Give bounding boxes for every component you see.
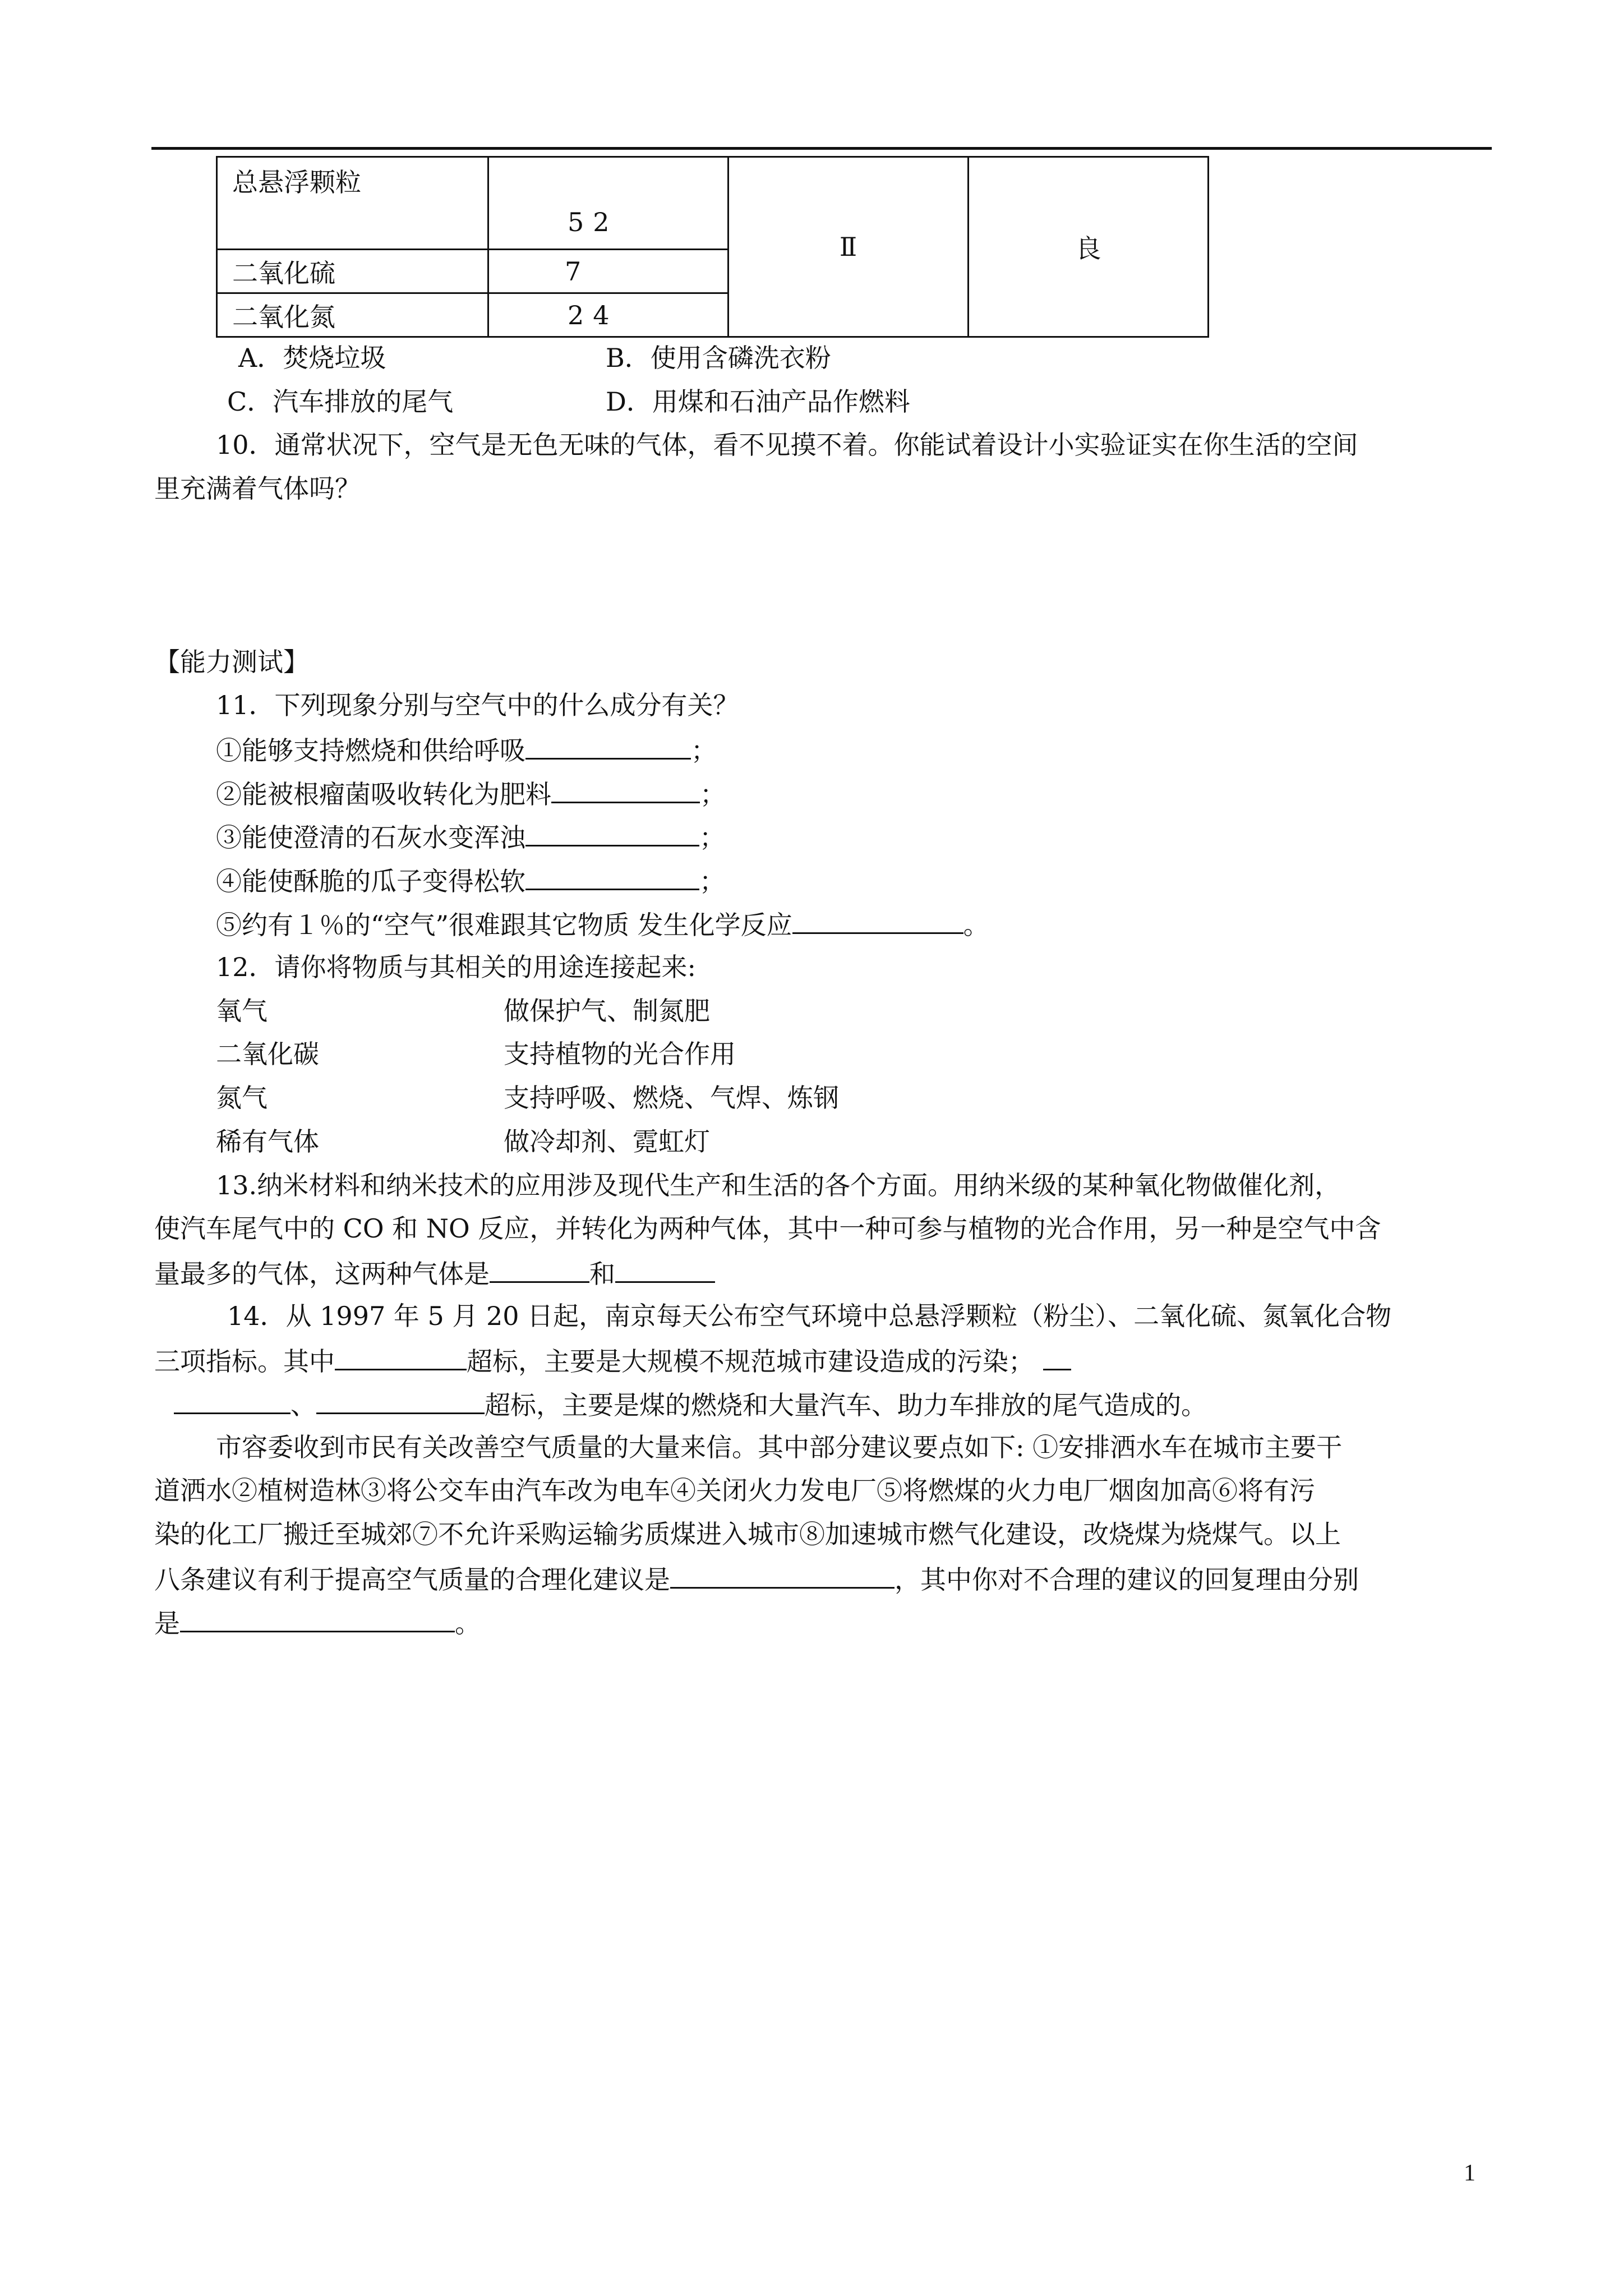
substance-label[interactable]: 稀有气体 — [216, 1126, 319, 1157]
table-cell-name: 二氧化硫 — [217, 250, 488, 293]
substance-label[interactable]: 氮气 — [216, 1083, 268, 1113]
answer-blank[interactable] — [335, 1343, 467, 1370]
answer-blank[interactable] — [525, 863, 699, 890]
table-cell-value: 52 — [488, 157, 728, 250]
question-14-line: 三项指标。其中 超标，主要是大规模不规范城市建设造成的污染； — [154, 1343, 1071, 1378]
answer-blank[interactable] — [525, 732, 691, 760]
answer-blank[interactable] — [670, 1561, 895, 1589]
option-b: B．使用含磷洗衣粉 — [606, 343, 831, 373]
table-cell-name: 二氧化氮 — [217, 293, 488, 337]
question-11-item: ⑤约有１％的“空气”很难跟其它物质 发生化学反应 。 — [216, 907, 989, 942]
question-13-line: 使汽车尾气中的 CO 和 NO 反应，并转化为两种气体，其中一种可参与植物的光合作用，另一种是空气中含 — [154, 1213, 1381, 1244]
table-cell-value: 24 — [488, 293, 728, 337]
air-quality-level: 良 — [969, 157, 1209, 337]
question-12-stem: 12．请你将物质与其相关的用途连接起来: — [216, 952, 697, 982]
suggestions-paragraph-line: 道洒水②植树造林③将公交车由汽车改为电车④关闭火力发电厂⑤将燃煤的火力电厂烟囱加高⑥将有污 — [154, 1475, 1315, 1506]
answer-blank[interactable] — [792, 907, 963, 934]
question-11-stem: 11．下列现象分别与空气中的什么成分有关？ — [216, 690, 739, 720]
question-14-line: 、 超标，主要是煤的燃烧和大量汽车、助力车排放的尾气造成的。 — [174, 1387, 1207, 1422]
suggestions-paragraph-line: 是 。 — [154, 1605, 481, 1640]
answer-blank[interactable] — [551, 776, 700, 803]
table-cell-name: 总悬浮颗粒 — [217, 157, 488, 250]
substance-label[interactable]: 二氧化碳 — [216, 1039, 319, 1069]
table-row — [217, 157, 1209, 250]
pollution-grade: Ⅱ — [728, 157, 969, 337]
question-11-item: ③能使澄清的石灰水变浑浊 ； — [216, 819, 725, 854]
use-label[interactable]: 做保护气、制氮肥 — [504, 996, 710, 1026]
question-11-item: ④能使酥脆的瓜子变得松软 ； — [216, 863, 725, 898]
answer-blank[interactable] — [316, 1387, 485, 1414]
suggestions-paragraph-line: 八条建议有利于提高空气质量的合理化建议是 ，其中你对不合理的建议的回复理由分别 — [154, 1561, 1359, 1596]
question-11-item: ②能被根瘤菌吸收转化为肥料 ； — [216, 776, 726, 811]
substance-label[interactable]: 氧气 — [216, 996, 268, 1026]
use-label[interactable]: 支持植物的光合作用 — [504, 1039, 736, 1069]
option-c: C．汽车排放的尾气 — [227, 386, 454, 417]
table-cell-value: 7 — [488, 250, 728, 293]
answer-blank[interactable] — [615, 1255, 715, 1283]
air-quality-table — [216, 156, 1209, 338]
option-a: A．焚烧垃圾 — [238, 343, 386, 373]
question-13-line: 13.纳米材料和纳米技术的应用涉及现代生产和生活的各个方面。用纳米级的某种氧化物做催化剂， — [216, 1170, 1341, 1200]
question-10-line: 里充满着气体吗？ — [154, 473, 361, 504]
question-11-item: ①能够支持燃烧和供给呼吸 ； — [216, 732, 717, 767]
suggestions-paragraph-line: 染的化工厂搬迁至城郊⑦不允许采购运输劣质煤进入城市⑧加速城市燃气化建设，改烧煤为烧煤气。以上 — [154, 1519, 1341, 1549]
use-label[interactable]: 做冷却剂、霓虹灯 — [504, 1126, 710, 1157]
question-13-line: 量最多的气体，这两种气体是 和 — [154, 1255, 715, 1291]
answer-blank[interactable] — [1043, 1343, 1071, 1370]
header-rule — [151, 147, 1492, 150]
use-label[interactable]: 支持呼吸、燃烧、气焊、炼钢 — [504, 1083, 839, 1113]
question-14-line: 14．从 1997 年 5 月 20 日起，南京每天公布空气环境中总悬浮颗粒（粉尘）、二氧化硫、氮氧化合物 — [227, 1301, 1392, 1331]
option-d: D．用煤和石油产品作燃料 — [606, 386, 910, 417]
suggestions-paragraph-line: 市容委收到市民有关改善空气质量的大量来信。其中部分建议要点如下: ①安排洒水车在城市主要干 — [216, 1432, 1343, 1462]
section-title: 【能力测试】 — [154, 647, 309, 677]
answer-blank[interactable] — [490, 1255, 589, 1283]
answer-blank[interactable] — [174, 1387, 291, 1414]
answer-blank[interactable] — [525, 819, 699, 846]
question-10-line: 10．通常状况下，空气是无色无味的气体，看不见摸不着。你能试着设计小实验证实在你生活的空间 — [216, 430, 1358, 460]
answer-blank[interactable] — [180, 1605, 455, 1632]
page-number: 1 — [1464, 2160, 1476, 2186]
